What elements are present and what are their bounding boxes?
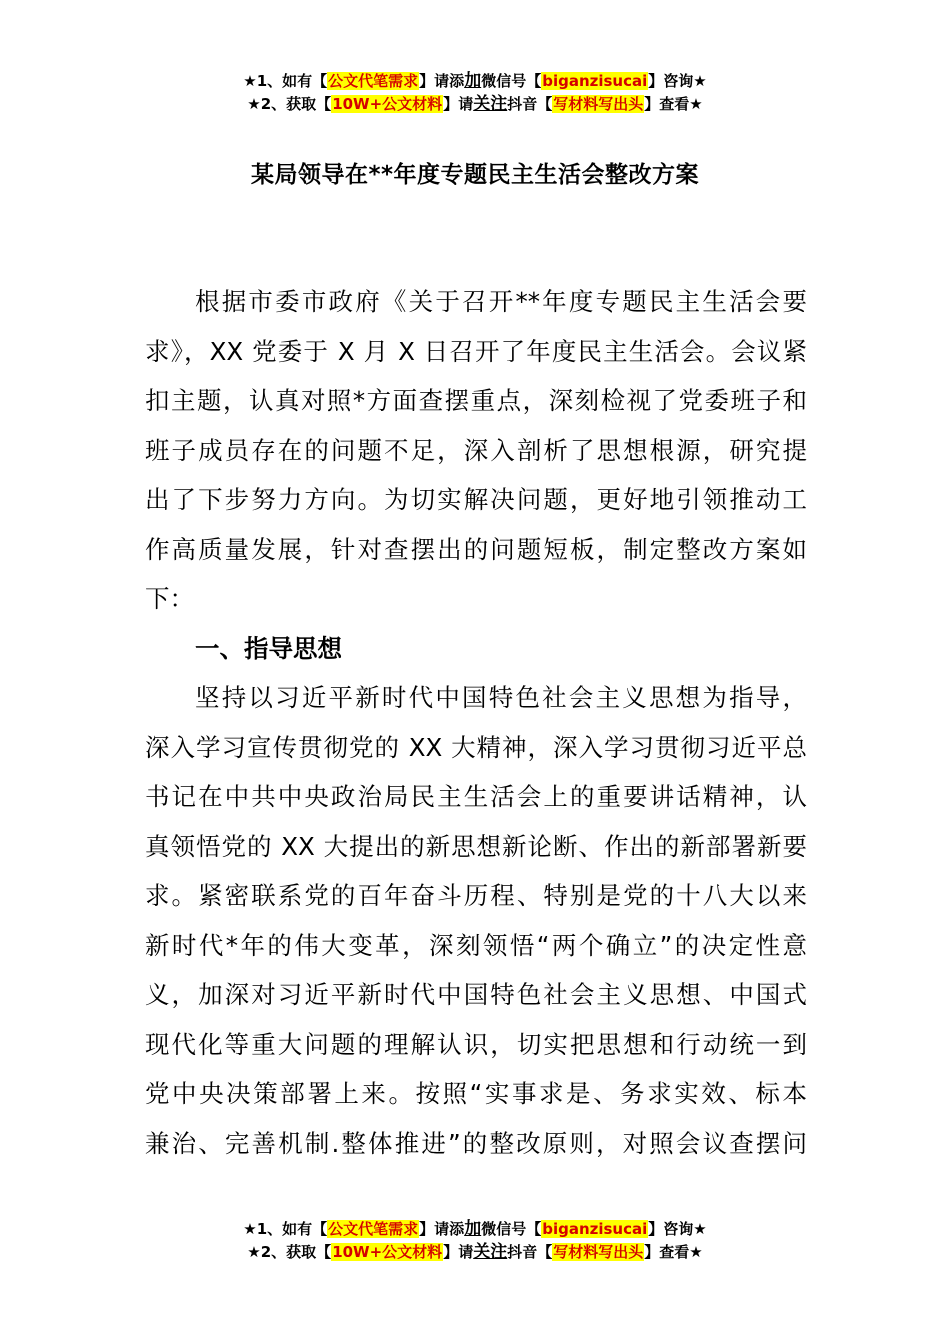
paragraph-line: 求》，XX 党委于 X 月 X 日召开了年度民主生活会。会议紧 [145, 336, 807, 366]
paragraph-line: 出了下步努力方向。为切实解决问题，更好地引领推动工 [145, 485, 807, 514]
paragraph-line: 根据市委市政府《关于召开**年度专题民主生活会要 [195, 287, 807, 316]
document-title: 某局领导在**年度专题民主生活会整改方案 [250, 162, 700, 188]
promo-text: 】查看★ [644, 95, 703, 113]
promo-text: ★2、获取【 [247, 1243, 332, 1261]
promo-text: 】请添 [419, 1220, 465, 1238]
promo-text: 微信号【 [481, 72, 542, 90]
promo-text: 】请添 [419, 72, 465, 90]
paragraph-line: 义，加深对习近平新时代中国特色社会主义思想、中国式 [145, 980, 807, 1009]
promo-highlight-service: 公文代笔需求 [328, 1220, 419, 1238]
promo-text: 抖音【 [507, 1243, 553, 1261]
paragraph-line: 扣主题，认真对照*方面查摆重点，深刻检视了党委班子和 [145, 386, 807, 415]
promo-text: ★1、如有【 [243, 1220, 328, 1238]
promo-highlight-wechat-id: biganzisucai [542, 1220, 648, 1238]
promo-highlight-douyin-account: 写材料写出头 [553, 1243, 644, 1261]
paragraph-line: 党中央决策部署上来。按照“实事求是、务求实效、标本 [145, 1079, 807, 1108]
promo-highlight-materials: 10W+公文材料 [332, 1243, 443, 1261]
promo-highlight-douyin-account: 写材料写出头 [553, 95, 644, 113]
paragraph-line: 下： [145, 584, 194, 613]
paragraph-line: 现代化等重大问题的理解认识，切实把思想和行动统一到 [145, 1029, 807, 1059]
promo-text: 】咨询★ [648, 72, 707, 90]
promo-line-1 [0, 70, 950, 93]
promo-line-1 [0, 1218, 950, 1241]
promo-text: 微信号【 [481, 1220, 542, 1238]
section-heading: 一、指导思想 [195, 633, 342, 663]
paragraph-line: 作高质量发展，针对查摆出的问题短板，制定整改方案如 [145, 534, 807, 564]
promo-emphasis: 加 [464, 1219, 482, 1239]
paragraph-line: 真领悟党的 XX 大提出的新思想新论断、作出的新部署新要 [145, 831, 807, 861]
promo-highlight-wechat-id: biganzisucai [542, 72, 648, 90]
promo-banner-bottom [0, 1218, 950, 1264]
promo-text: 】请 [443, 1243, 474, 1261]
promo-text: 】咨询★ [648, 1220, 707, 1238]
promo-text: ★2、获取【 [247, 95, 332, 113]
promo-line-2 [0, 93, 950, 116]
paragraph-line: 坚持以习近平新时代中国特色社会主义思想为指导， [195, 683, 807, 712]
paragraph-line: 新时代*年的伟大变革，深刻领悟“两个确立”的决定性意 [145, 930, 807, 960]
promo-text: 】查看★ [644, 1243, 703, 1261]
promo-highlight-service: 公文代笔需求 [328, 72, 419, 90]
paragraph-line: 求。紧密联系党的百年奋斗历程、特别是党的十八大以来 [145, 881, 807, 910]
paragraph-line: 班子成员存在的问题不足，深入剖析了思想根源，研究提 [145, 435, 807, 465]
promo-emphasis: 关注 [473, 94, 508, 114]
promo-text: 】请 [443, 95, 474, 113]
document-body [145, 277, 807, 1168]
paragraph-line: 兼治、完善机制.整体推进”的整改原则，对照会议查摆问 [145, 1128, 807, 1158]
promo-text: ★1、如有【 [243, 72, 328, 90]
promo-highlight-materials: 10W+公文材料 [332, 95, 443, 113]
promo-emphasis: 加 [464, 71, 482, 91]
paragraph-line: 深入学习宣传贯彻党的 XX 大精神，深入学习贯彻习近平总 [145, 732, 807, 762]
paragraph-line: 书记在中共中央政治局民主生活会上的重要讲话精神，认 [145, 782, 807, 811]
promo-line-2 [0, 1241, 950, 1264]
promo-text: 抖音【 [507, 95, 553, 113]
promo-banner-top [0, 70, 950, 116]
promo-emphasis: 关注 [473, 1242, 508, 1262]
